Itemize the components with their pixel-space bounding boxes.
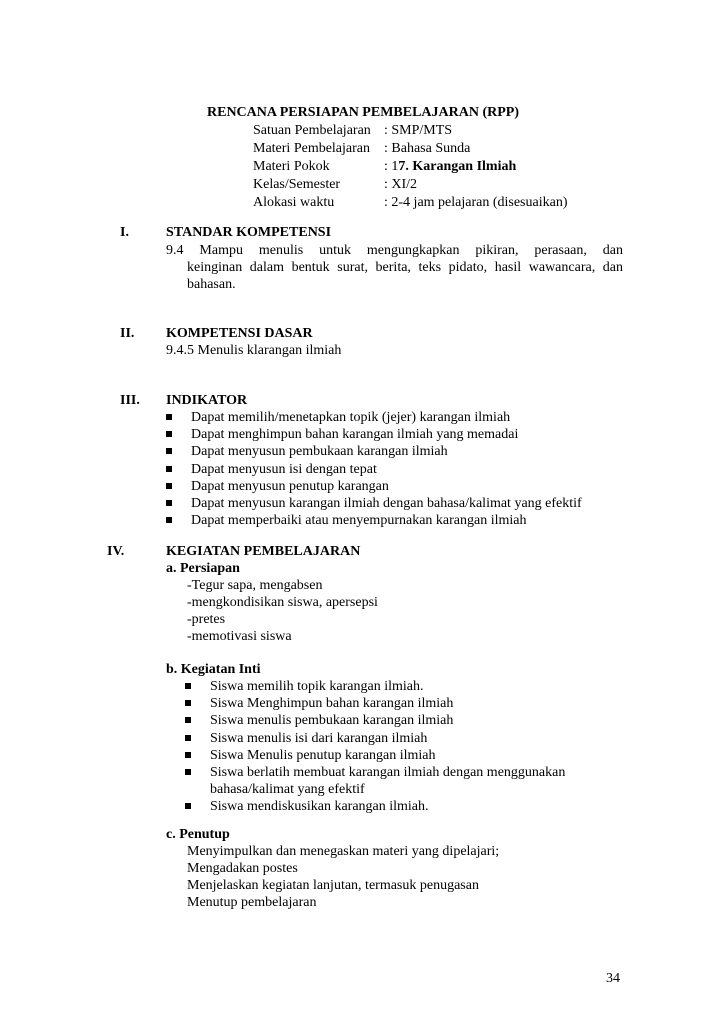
bullet-icon <box>185 769 191 775</box>
activity-line: -mengkondisikan siswa, apersepsi <box>187 595 378 610</box>
meta-label: Satuan Pembelajaran <box>253 123 371 138</box>
bullet-icon <box>185 803 191 809</box>
bullet-icon <box>166 466 172 472</box>
meta-value <box>384 158 516 175</box>
document-page: RENCANA PERSIAPAN PEMBELAJARAN (RPP) Satuan Pembelajaran : SMP/MTS Materi Pembelajaran : Bahasa Sunda Materi Pokok : 17. Karangan Ilmiah Kelas/Semester : XI/2 Alokasi waktu : 2-4 jam pelajaran (disesuaikan) I. STANDAR KOMPETENSI 9.4 Mampu menulis untuk mengungkapkan pikiran, perasaan, dan keinginan dalam bentuk surat, berita, teks pidato, hasil wawancara, dan bahasan. II. KOMPETENSI DASAR 9.4.5 Menulis klarangan ilmiah III. INDIKATOR Dapat memilih/menetapkan topik (jejer) karangan ilmiah Dapat menghimpun bahan karangan ilmiah yang memadai Dapat menyusun pembukaan karangan ilmiah Dapat menyusun isi dengan tepat Dapat menyusun penutup karangan Dapat menyusun karangan ilmiah dengan bahasa/kalimat yang efektif Dapat memperbaiki atau menyempurnakan karangan ilmiah IV. KEGIATAN PEMBELAJARAN a. Persiapan -Tegur sapa, mengabsen -mengkondisikan siswa, apersepsi -pretes -memotivasi siswa b. Kegiatan Inti Siswa memilih topik karangan ilmiah. Siswa Menghimpun bahan karangan ilmiah Siswa menulis pembukaan karangan ilmiah Siswa menulis isi dari karangan ilmiah Siswa Menulis penutup karangan ilmiah Siswa berlatih membuat karangan ilmiah dengan menggunakan bahasa/kalimat yang efektif Siswa mendiskusikan karangan ilmiah. c. Penutup Menyimpulkan dan menegaskan materi yang dipelajari; Mengadakan postes Menjelaskan kegiatan lanjutan, termasuk penugasan Menutup pembelajaran 34 <box>0 0 728 1030</box>
subsection-heading-persiapan: a. Persiapan <box>166 561 240 576</box>
bullet-icon <box>166 414 172 420</box>
bullet-icon <box>166 448 172 454</box>
bullet-icon <box>185 717 191 723</box>
paragraph-line: keinginan dalam bentuk surat, berita, teks pidato, hasil wawancara, dan <box>187 260 623 275</box>
section-paragraph <box>166 242 623 293</box>
bullet-icon <box>166 431 172 437</box>
section-heading: KOMPETENSI DASAR <box>166 326 313 341</box>
section-heading: STANDAR KOMPETENSI <box>166 225 332 240</box>
section-heading: KEGIATAN PEMBELAJARAN <box>166 544 361 559</box>
meta-row <box>253 140 633 158</box>
section-number: II. <box>120 326 135 341</box>
activity-line: Menutup pembelajaran <box>187 895 317 910</box>
bullet-icon <box>185 735 191 741</box>
activity-line: Mengadakan postes <box>187 861 298 876</box>
meta-value: : XI/2 <box>384 177 418 192</box>
meta-row <box>253 194 633 212</box>
activity-line: Menyimpulkan dan menegaskan materi yang dipelajari; <box>187 844 500 859</box>
meta-row <box>253 158 633 176</box>
meta-label: Alokasi waktu <box>253 195 335 210</box>
bullet-icon <box>185 700 191 706</box>
subsection-heading-kegiatan-inti: b. Kegiatan Inti <box>166 662 261 677</box>
meta-label: Materi Pokok <box>253 159 330 174</box>
bullet-icon <box>166 517 172 523</box>
meta-table <box>253 122 633 212</box>
section-heading: INDIKATOR <box>166 393 248 408</box>
meta-label: Kelas/Semester <box>253 177 341 192</box>
section-text: 9.4.5 Menulis klarangan ilmiah <box>166 343 342 358</box>
activity-line: Menjelaskan kegiatan lanjutan, termasuk penugasan <box>187 878 479 893</box>
paragraph-line: bahasan. <box>187 277 236 292</box>
meta-value: : 2-4 jam pelajaran (disesuaikan) <box>384 195 568 210</box>
section-number: IV. <box>107 544 125 559</box>
bullet-icon <box>166 483 172 489</box>
document-title: RENCANA PERSIAPAN PEMBELAJARAN (RPP) <box>207 105 520 120</box>
paragraph-line: 9.4 Mampu menulis untuk mengungkapkan pikiran, perasaan, dan <box>166 243 623 258</box>
section-number: I. <box>120 225 129 240</box>
meta-value-bold: 7. Karangan Ilmiah <box>398 159 517 174</box>
meta-value: : Bahasa Sunda <box>384 141 471 156</box>
meta-value: : SMP/MTS <box>384 123 453 138</box>
meta-row <box>253 176 633 194</box>
meta-label: Materi Pembelajaran <box>253 141 371 156</box>
section-number: III. <box>120 393 140 408</box>
activity-line: -memotivasi siswa <box>187 629 292 644</box>
bullet-icon <box>185 752 191 758</box>
activity-line: -pretes <box>187 612 226 627</box>
activity-line: -Tegur sapa, mengabsen <box>187 578 323 593</box>
bullet-icon <box>166 500 172 506</box>
bullet-icon <box>185 683 191 689</box>
page-number: 34 <box>606 971 620 986</box>
subsection-heading-penutup: c. Penutup <box>166 827 230 842</box>
meta-value-prefix: : 1 <box>384 159 399 174</box>
meta-row <box>253 122 633 140</box>
